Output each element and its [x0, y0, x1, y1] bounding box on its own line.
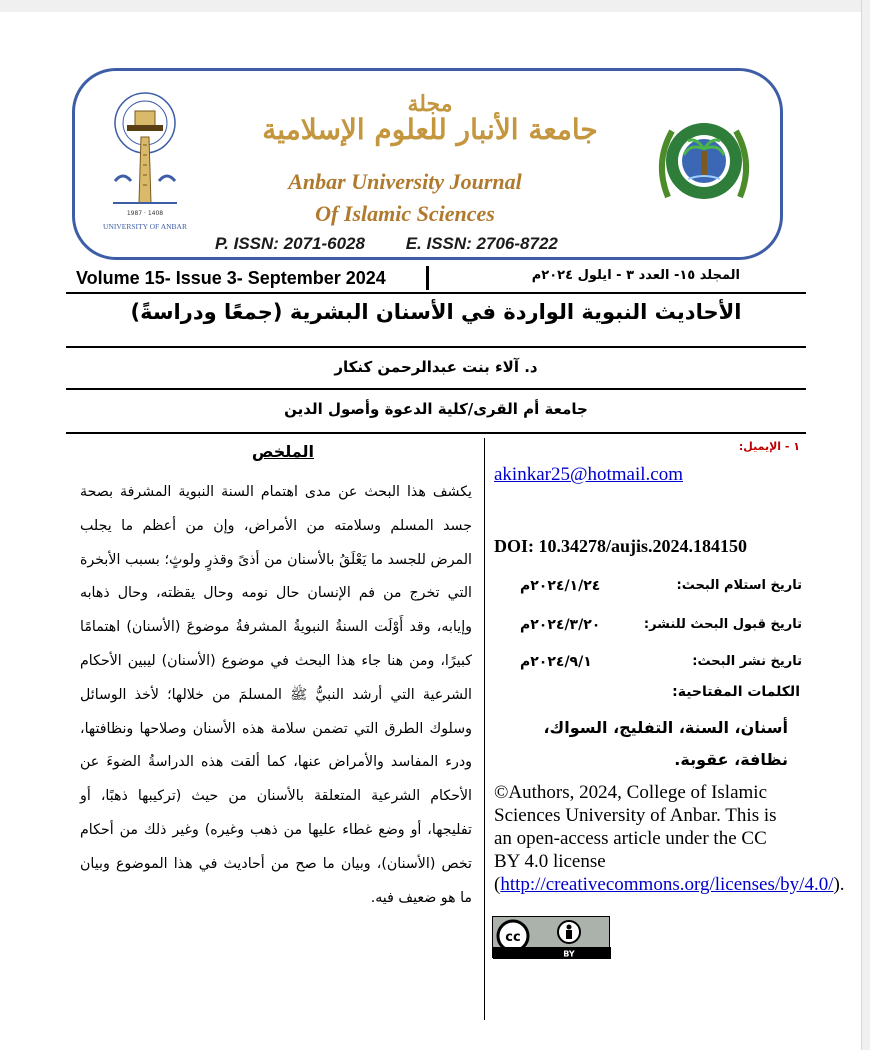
journal-title-english-line1: Anbar University Journal	[288, 169, 522, 194]
license-notice	[494, 781, 845, 896]
license-end: ).	[833, 874, 845, 895]
university-of-anbar-logo	[93, 85, 197, 237]
journal-title-arabic-main: جامعة الأنبار للعلوم الإسلامية	[262, 113, 598, 146]
date-received-label: تاريخ استلام البحث:	[676, 578, 802, 593]
abstract-heading	[66, 442, 314, 461]
license-text: ©Authors, 2024, College of Islamic Sciences University of Anbar. This is an open-access article under the CC BY 4.0 license (	[494, 782, 777, 895]
article-affiliation: جامعة أم القرى/كلية الدعوة وأصول الدين	[284, 400, 588, 418]
license-link[interactable]: http://creativecommons.org/licenses/by/4.0/	[500, 874, 834, 895]
volume-issue-english: Volume 15- Issue 3- September 2024	[76, 268, 386, 288]
article-author: د. آلاء بنت عبدالرحمن كنكار	[334, 358, 538, 376]
journal-title-arabic	[225, 91, 635, 146]
e-issn: E. ISSN: 2706-8722	[405, 234, 558, 253]
column-divider	[484, 438, 485, 1020]
cc-by-graphic	[493, 917, 611, 959]
cc-by-label: BY	[563, 949, 575, 959]
abstract-heading-text: الملخص	[251, 442, 314, 461]
journal-header	[72, 68, 783, 260]
left-logo-caption: UNIVERSITY OF ANBAR	[103, 222, 187, 231]
window-top-edge	[0, 0, 870, 12]
divider	[66, 432, 806, 434]
date-accepted-label: تاريخ قبول البحث للنشر:	[643, 617, 802, 632]
p-issn: P. ISSN: 2071-6028	[215, 234, 365, 253]
keywords-label: الكلمات المفتاحية:	[672, 684, 800, 700]
svg-text:cc: cc	[505, 930, 521, 945]
keywords: أسنان، السنة، التفليج، السواك، نظافة، عقوبة.	[543, 718, 788, 769]
date-received	[494, 578, 802, 602]
divider	[66, 292, 806, 294]
date-accepted	[494, 617, 802, 641]
abstract-body: يكشف هذا البحث عن مدى اهتمام السنة النبوية المشرفة بصحة جسد المسلم وسلامته من الأمراض، وإن من أعظم ما يجلب المرض للجسد ما يَعْلَقُ بالأسنان من أذىً وقذرٍ ولوثٍ؛ بسبب الأبخرة التي تخرج من فم الإنسان حال نومه وحال يقظته، وحال ذهابه وإيابه، وقد أَوْلَت السنةُ النبويةُ المشرفةُ موضوعَ (الأسنان) اهتمامًا كبيرًا، ومن هنا جاء هذا البحث في موضوع (الأسنان) ليبين الأحكام الشرعية التي أرشد النبيُّ ﷺ المسلمَ من خلالها؛ لأخذ الوسائل وسلوك الطرق التي تضمن سلامة هذه الأسنان وصلاحها ونظافتها، ودرء المفاسد والأمراض عنها، كما ألقت هذه الدراسةُ الضوءَ عن الأحكام الشرعية المتعلقة بالأسنان من حيث (تركيبها ذهبًا، أو تفليجها، أو وضع غطاء عليها من ذهب وغيره) وغير ذلك من أحكام تخص (الأسنان)، وبيان ما صح من أحاديث في هذا الموضوع وبيان ما هو ضعيف فيه.	[80, 484, 472, 906]
divider	[66, 346, 806, 348]
left-logo-years: 1987 · 1408	[126, 210, 164, 217]
cc-by-badge[interactable]	[492, 916, 610, 958]
doi: DOI: 10.34278/aujis.2024.184150	[494, 536, 748, 556]
date-published-value: ٢٠٢٤/٩/١م	[520, 654, 592, 670]
date-received-value: ٢٠٢٤/١/٢٤م	[520, 578, 601, 594]
volume-issue-arabic: المجلد ١٥- العدد ٣ - ايلول ٢٠٢٤م	[531, 268, 740, 283]
date-published	[494, 654, 802, 678]
article-title: الأحاديث النبوية الواردة في الأسنان البشرية (جمعًا ودراسةً)	[130, 300, 742, 324]
date-published-label: تاريخ نشر البحث:	[692, 654, 802, 669]
issn-line	[215, 234, 635, 254]
volume-separator	[426, 266, 429, 290]
journal-title-arabic-top: مجلة	[407, 91, 453, 117]
email-label: ١ - الإيميل:	[738, 440, 800, 453]
date-accepted-value: ٢٠٢٤/٣/٢٠م	[520, 617, 601, 633]
scrollbar[interactable]	[861, 0, 870, 1050]
journal-emblem-logo	[648, 107, 760, 219]
author-email-link[interactable]: akinkar25@hotmail.com	[494, 464, 683, 485]
divider	[66, 388, 806, 390]
journal-title-english-line2: Of Islamic Sciences	[315, 201, 495, 226]
